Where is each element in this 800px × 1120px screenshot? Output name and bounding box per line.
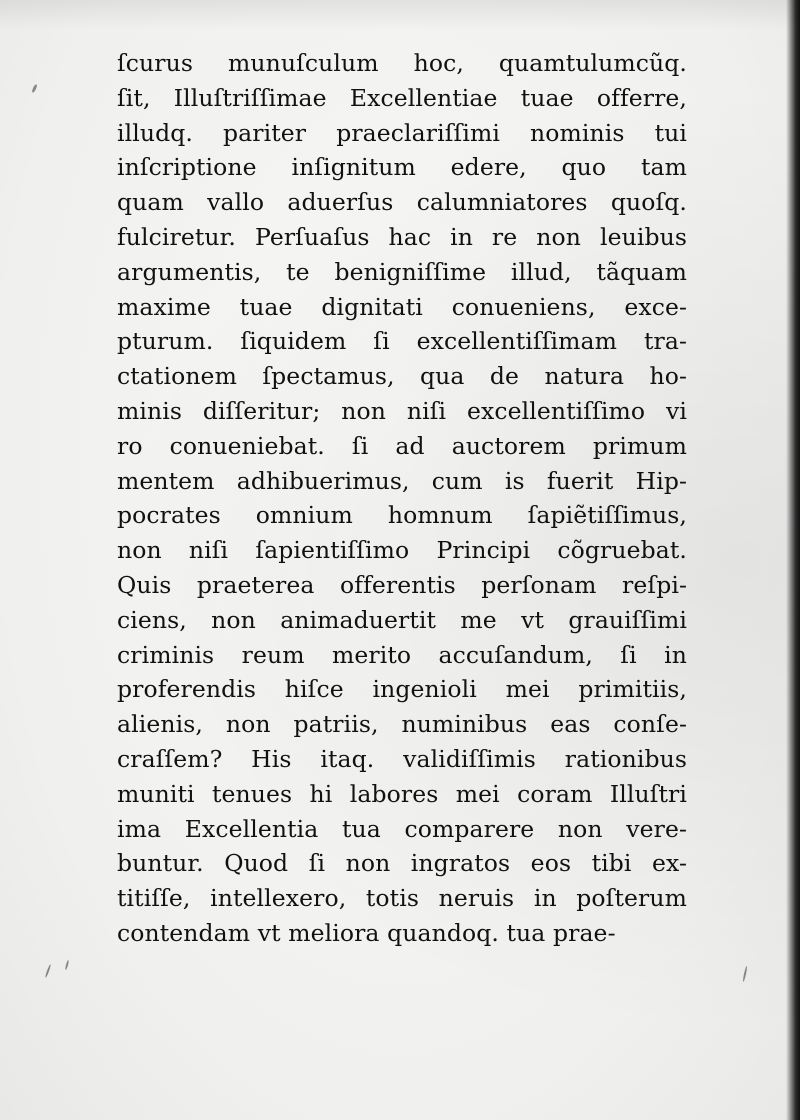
body-text — [117, 46, 687, 951]
ink-speck — [31, 84, 38, 93]
text-line: quam vallo aduerſus calumniatores quoſq. — [117, 188, 687, 217]
text-line: ſit, Illuſtriſſimae Excellentiae tuae offerre, — [117, 83, 687, 112]
text-line: proferendis hiſce ingenioli mei primitiis, — [117, 675, 687, 704]
text-line: ro conueniebat. ſi ad auctorem primum — [117, 431, 687, 460]
text-line: mentem adhibuerimus, cum is fuerit Hip- — [117, 466, 687, 495]
text-line: ſcurus munuſculum hoc, quamtulumcũq. — [117, 49, 687, 77]
text-line: alienis, non patriis, numinibus eas conſe- — [117, 710, 687, 739]
text-line: inſcriptione inſignitum edere, quo tam — [117, 153, 687, 182]
text-line: contendam vt meliora quandoq. tua prae- — [117, 918, 616, 947]
text-line: pturum. ſiquidem ſi excellentiſſimam tra- — [117, 327, 687, 356]
text-line: muniti tenues hi labores mei coram Illuſtri — [117, 779, 687, 808]
text-line: Quis praeterea offerentis perſonam reſpi- — [117, 570, 687, 599]
text-line: craſſem? His itaq. validiſſimis rationibus — [117, 744, 687, 773]
text-line: minis diſſeritur; non niſi excellentiſſimo vi — [117, 396, 687, 425]
text-line: buntur. Quod ſi non ingratos eos tibi ex- — [117, 849, 687, 878]
text-line: titiſſe, intellexero, totis neruis in poſterum — [117, 884, 687, 913]
ink-speck — [742, 966, 747, 982]
text-line: pocrates omnium homnum ſapiẽtiſſimus, — [117, 501, 687, 530]
ink-speck — [45, 964, 52, 978]
text-line: fulciretur. Perſuaſus hac in re non leuibus — [117, 222, 687, 251]
ink-speck — [65, 960, 70, 970]
text-line: maxime tuae dignitati conueniens, exce- — [117, 292, 687, 321]
text-line: criminis reum merito accuſandum, ſi in — [117, 640, 687, 669]
text-line: illudq. pariter praeclariſſimi nominis tui — [117, 118, 687, 147]
text-line: non niſi ſapientiſſimo Principi cõgruebat. — [117, 536, 687, 565]
text-line: ctationem ſpectamus, qua de natura ho- — [117, 362, 687, 391]
text-line: argumentis, te benigniſſime illud, tãquam — [117, 257, 687, 286]
text-line: ciens, non animaduertit me vt grauiſſimi — [117, 605, 687, 634]
text-line: ima Excellentia tua comparere non vere- — [117, 814, 687, 843]
